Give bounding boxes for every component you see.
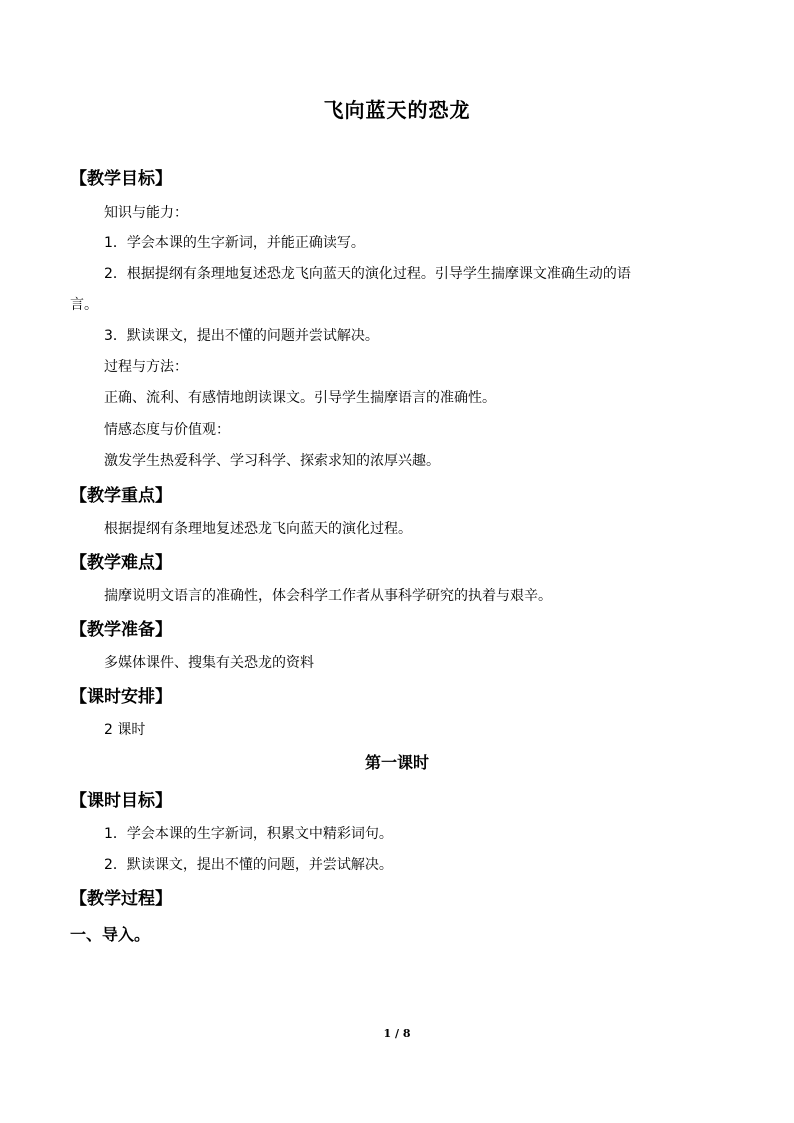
preparation-heading: 【教学准备】 [70, 620, 172, 640]
lesson-goal-2: 2．默读课文，提出不懂的问题，并尝试解决。 [104, 857, 393, 873]
difficulties-heading: 【教学难点】 [70, 553, 172, 573]
page-number: 1 / 8 [383, 1027, 411, 1040]
key-points-text: 根据提纲有条理地复述恐龙飞向蓝天的演化过程。 [104, 521, 412, 537]
emotion-text: 激发学生热爱科学、学习科学、探索求知的浓厚兴趣。 [104, 453, 440, 469]
lesson-goals-heading: 【课时目标】 [70, 791, 172, 811]
objectives-heading: 【教学目标】 [70, 169, 172, 189]
lesson-goal-1: 1．学会本课的生字新词，积累文中精彩词句。 [104, 826, 393, 842]
objective-item-2-line-1: 2．根据提纲有条理地复述恐龙飞向蓝天的演化过程。引导学生揣摩课文准确生动的语 [104, 266, 631, 282]
first-lesson-title: 第一课时 [364, 753, 429, 772]
teaching-process-heading: 【教学过程】 [70, 889, 172, 909]
process-text: 正确、流利、有感情地朗读课文。引导学生揣摩语言的准确性。 [104, 390, 496, 406]
objective-item-1: 1．学会本课的生字新词，并能正确读写。 [104, 235, 365, 251]
knowledge-label: 知识与能力： [104, 205, 188, 221]
difficulties-text: 揣摩说明文语言的准确性，体会科学工作者从事科学研究的执着与艰辛。 [104, 588, 552, 604]
emotion-label: 情感态度与价值观： [104, 422, 230, 438]
preparation-text: 多媒体课件、搜集有关恐龙的资料 [104, 655, 314, 671]
process-step-1: 一、导入。 [70, 925, 151, 944]
process-label: 过程与方法： [104, 359, 188, 375]
objective-item-3: 3．默读课文，提出不懂的问题并尝试解决。 [104, 328, 379, 344]
key-points-heading: 【教学重点】 [70, 486, 172, 506]
schedule-text: 2 课时 [104, 722, 146, 738]
objective-item-2-line-2: 言。 [70, 297, 98, 313]
schedule-heading: 【课时安排】 [70, 687, 172, 707]
document-title: 飞向蓝天的恐龙 [323, 98, 471, 122]
